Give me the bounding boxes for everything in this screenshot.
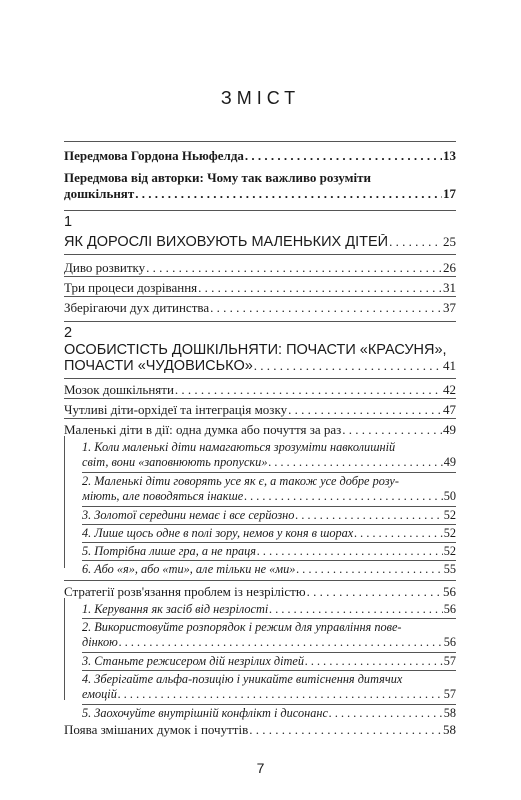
toc-subentry[interactable]: 6. Або «я», або «ти», але тільки не «ми» . . . 55 (82, 562, 456, 577)
toc-subentry[interactable]: 1. Коли маленькі діти намагаються зрозуміти навколишній світ, вони «заповнюють пропуски» . . . 49 (82, 440, 456, 470)
toc-entry[interactable]: Диво розвитку . . . 26 (64, 260, 456, 276)
toc-subentry[interactable]: 3. Золотої середини немає і все серйозно . . . 52 (82, 508, 456, 523)
toc-entry[interactable]: Три процеси дозрівання . . . 31 (64, 280, 456, 296)
chapter2-number: 2 (64, 325, 73, 341)
chapter1-title-divider (64, 254, 456, 255)
entry-page: 25 (443, 234, 456, 249)
entry-page: 13 (443, 148, 456, 163)
chapter2-title-line1: ОСОБИСТІСТЬ ДОШКІЛЬНЯТИ: ПОЧАСТИ «КРАСУНЯ», (64, 342, 447, 358)
top-divider (64, 141, 456, 142)
subsection-bar (64, 598, 65, 700)
toc-entry-last[interactable]: Поява змішаних думок і почуттів . . . 58 (64, 722, 456, 738)
toc-entry[interactable]: Зберігаючи дух дитинства . . . 37 (64, 300, 456, 316)
toc-entry[interactable]: Маленькі діти в дії: одна думка або почуття за раз . . . 49 (64, 422, 456, 438)
toc-subentry[interactable]: 2. Маленькі діти говорять усе як є, а також усе добре розу- міють, але поводяться інакше . . . 50 (82, 474, 456, 504)
subsection-bar (64, 436, 65, 568)
chapter2-divider (64, 321, 456, 322)
toc-entry[interactable]: Мозок дошкільняти . . . 42 (64, 382, 456, 398)
toc-subentry[interactable]: 5. Заохочуйте внутрішній конфлікт і дисонанс . . . 58 (82, 706, 456, 721)
entry-page: 17 (443, 186, 456, 201)
toc-entry-chapter2[interactable] (64, 342, 456, 374)
toc-subentry[interactable]: 5. Потрібна лише гра, а не праця . . . 52 (82, 544, 456, 559)
chapter1-number: 1 (64, 214, 73, 230)
page-title: ЗМІСТ (220, 88, 301, 108)
entry-text-line1: Передмова від авторки: Чому так важливо розуміти (64, 170, 372, 185)
entry-page: 41 (443, 358, 456, 373)
toc-subentry[interactable]: 2. Використовуйте розпорядок і режим для управління пове- дінкою . . . 56 (82, 620, 456, 650)
toc-subentry[interactable]: 3. Станьте режисером дій незрілих дітей . . . 57 (82, 654, 456, 669)
chapter2-title-line2: ПОЧАСТИ «ЧУДОВИСЬКО» (64, 358, 253, 374)
page-number: 7 (256, 760, 265, 776)
entry-text: Передмова Гордона Ньюфелда (64, 148, 244, 163)
toc-entry[interactable]: Чутливі діти-орхідеї та інтеграція мозку . . . 47 (64, 402, 456, 418)
entry-text-line2: дошкільнят (64, 186, 135, 201)
toc-entry-chapter1[interactable] (64, 234, 456, 250)
toc-subentry[interactable]: 1. Керування як засіб від незрілості . . . 56 (82, 602, 456, 617)
toc-subentry[interactable]: 4. Лише щось одне в полі зору, немов у коня в шорах . . . 52 (82, 526, 456, 541)
toc-entry-strategies[interactable]: Стратегії розв'язання проблем із незрілістю . . . 56 (64, 584, 456, 600)
toc-subentry[interactable]: 4. Зберігайте альфа-позицію і уникайте витіснення дитячих емоцій . . . 57 (82, 672, 456, 702)
toc-entry-preface-author[interactable] (64, 170, 456, 202)
chapter1-divider (64, 210, 456, 211)
chapter1-title: ЯК ДОРОСЛІ ВИХОВУЮТЬ МАЛЕНЬКИХ ДІТЕЙ (64, 234, 389, 250)
toc-entry-preface-newfeld[interactable] (64, 148, 456, 164)
